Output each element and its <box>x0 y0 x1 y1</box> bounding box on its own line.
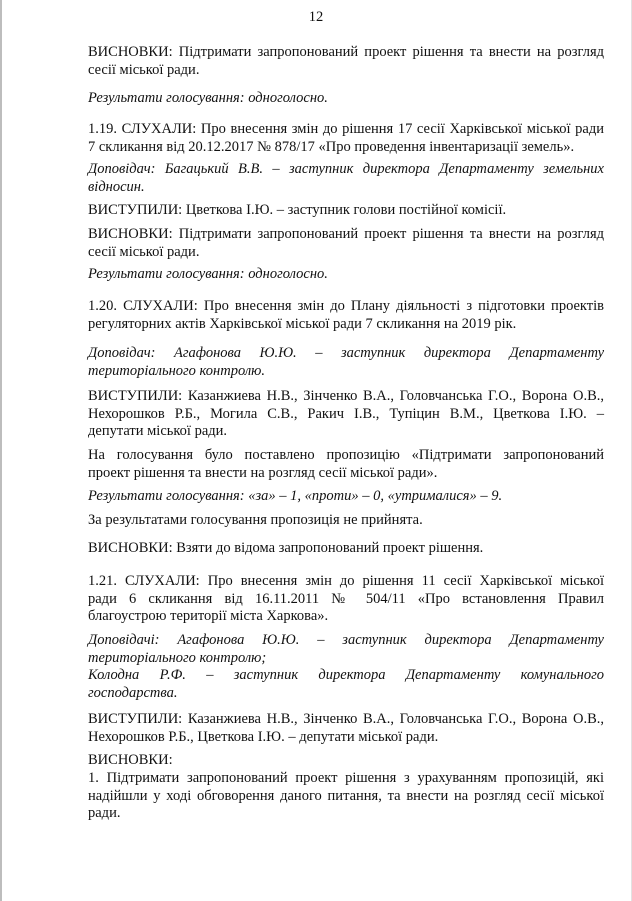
text-line: сесії міської ради. <box>88 61 200 78</box>
text-line: благоустрою території міста Харкова». <box>88 608 329 624</box>
proposal-paragraph <box>88 447 604 482</box>
text-line: Доповідач: Агафонова Ю.Ю. – заступник директора Департаменту <box>88 345 604 361</box>
conclusions-paragraph <box>88 226 604 261</box>
text-line: надійшли у ході обговорення даного питання, та внести на розгляд сесії міської <box>88 787 604 804</box>
text-line: ВИСТУПИЛИ: Казанжиева Н.В., Зінченко В.А., Головчанська Г.О., Ворона О.В., <box>88 388 604 404</box>
text-line: Доповідачі: Агафонова Ю.Ю. – заступник директора Департаменту <box>88 632 604 648</box>
speaker-paragraph <box>88 161 604 196</box>
text-line: На голосування було поставлено пропозицію «Підтримати запропонований <box>88 447 604 463</box>
text-line: регуляторних актів Харківської міської ради 7 скликання на 2019 рік. <box>88 315 517 332</box>
text-line: територіального контролю; <box>88 649 267 666</box>
agenda-item-1-21 <box>88 573 604 626</box>
text-line: господарства. <box>88 684 178 701</box>
text-line: ВИСТУПИЛИ: Казанжиева Н.В., Зінченко В.А., Головчанська Г.О., Ворона О.В., <box>88 711 604 727</box>
voting-results: Результати голосування: одноголосно. <box>88 266 328 282</box>
text-line: Доповідач: Багацький В.В. – заступник директора Департаменту земельних <box>88 161 604 177</box>
text-line: Нехорошков Р.Б., Цветкова І.Ю. – депутати міської ради. <box>88 728 439 745</box>
text-line: ВИСНОВКИ: Підтримати запропонований проект рішення та внести на розгляд <box>88 44 604 60</box>
speakers-reporting-paragraph <box>88 632 604 702</box>
conclusion-item-1 <box>88 770 604 823</box>
speaker-paragraph <box>88 345 604 380</box>
conclusions-paragraph: ВИСНОВКИ: Взяти до відома запропонований проект рішення. <box>88 540 484 556</box>
speakers-paragraph <box>88 711 604 746</box>
text-line: Нехорошков Р.Б., Могила С.В., Ракич І.В., Тупіцин В.М., Цветкова І.Ю. – <box>88 405 604 422</box>
text-line: сесії міської ради. <box>88 243 200 260</box>
speakers-paragraph <box>88 388 604 441</box>
text-line: 1. Підтримати запропонований проект рішення з урахуванням пропозицій, які <box>88 770 604 786</box>
result-statement: За результатами голосування пропозиція не прийнята. <box>88 512 423 528</box>
voting-results: Результати голосування: «за» – 1, «проти» – 0, «утрималися» – 9. <box>88 488 503 504</box>
text-line: ВИСНОВКИ: Підтримати запропонований проект рішення та внести на розгляд <box>88 226 604 242</box>
speakers-paragraph: ВИСТУПИЛИ: Цветкова І.Ю. – заступник голови постійної комісії. <box>88 202 507 218</box>
text-line: ради. <box>88 805 121 821</box>
conclusions-heading: ВИСНОВКИ: <box>88 752 173 768</box>
text-line: депутати міської ради. <box>88 423 228 439</box>
text-line: ради 6 скликання від 16.11.2011 № 504/11 «Про встановлення Правил <box>88 590 604 607</box>
scan-edge-left <box>0 0 2 901</box>
text-line: 1.20. СЛУХАЛИ: Про внесення змін до Плану діяльності з підготовки проектів <box>88 298 604 314</box>
agenda-item-1-19 <box>88 121 604 156</box>
text-line: 1.19. СЛУХАЛИ: Про внесення змін до рішення 17 сесії Харківської міської ради <box>88 121 604 137</box>
text-line: відносин. <box>88 178 145 195</box>
text-line: територіального контролю. <box>88 362 266 379</box>
text-line: 7 скликання від 20.12.2017 № 878/17 «Про проведення інвентаризації земель». <box>88 138 575 155</box>
text-line: Колодна Р.Ф. – заступник директора Департаменту комунального <box>88 667 604 683</box>
agenda-item-1-20 <box>88 298 604 333</box>
text-line: проект рішення та внести на розгляд сесії міської ради». <box>88 464 438 481</box>
page-number: 12 <box>308 9 324 25</box>
voting-results: Результати голосування: одноголосно. <box>88 90 328 106</box>
conclusions-paragraph <box>88 44 604 79</box>
text-line: 1.21. СЛУХАЛИ: Про внесення змін до рішення 11 сесії Харківської міської <box>88 573 604 589</box>
